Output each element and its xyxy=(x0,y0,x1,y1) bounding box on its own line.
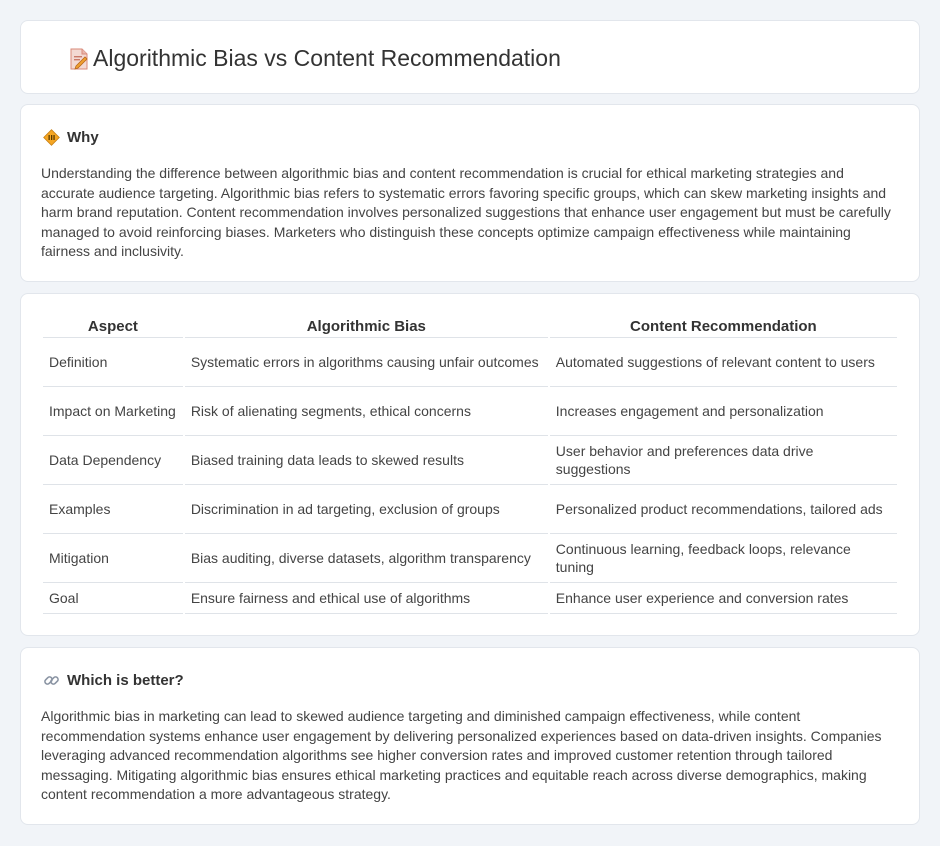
why-section xyxy=(20,104,920,282)
why-text: Understanding the difference between algorithmic bias and content recommendation is crucial for ethical marketing strategies and accurate audience targeting. Algorithmic bias refers to systematic errors favoring specific groups, which can skew marketing insights and harm brand reputation. Content recommendation involves personalized suggestions that enhance user engagement but must be carefully managed to avoid reinforcing biases. Marketers who distinguish these concepts optimize campaign effectiveness while maintaining fairness and inclusivity. xyxy=(41,165,891,260)
table-row xyxy=(43,485,897,534)
table-row xyxy=(43,436,897,485)
recommendation-cell: Increases engagement and personalization xyxy=(550,387,897,436)
bias-cell: Biased training data leads to skewed results xyxy=(185,436,548,485)
page-title: Algorithmic Bias vs Content Recommendation xyxy=(93,45,561,71)
comparison-card xyxy=(20,293,920,636)
better-title: Which is better? xyxy=(67,671,184,689)
better-heading xyxy=(43,670,184,690)
recommendation-cell: Personalized product recommendations, tailored ads xyxy=(550,485,897,534)
aspect-cell: Mitigation xyxy=(43,534,183,583)
header-algorithmic-bias: Algorithmic Bias xyxy=(185,316,548,338)
aspect-cell: Impact on Marketing xyxy=(43,387,183,436)
recommendation-cell: Automated suggestions of relevant content to users xyxy=(550,338,897,387)
document-pencil-icon xyxy=(67,47,91,71)
bias-cell: Ensure fairness and ethical use of algorithms xyxy=(185,583,548,614)
header-aspect: Aspect xyxy=(43,316,183,338)
which-is-better-section xyxy=(20,647,920,825)
table-row xyxy=(43,338,897,387)
comparison-table xyxy=(41,316,899,614)
aspect-cell: Examples xyxy=(43,485,183,534)
why-heading xyxy=(43,127,99,147)
link-icon xyxy=(43,672,60,689)
bias-cell: Discrimination in ad targeting, exclusion of groups xyxy=(185,485,548,534)
table-row xyxy=(43,387,897,436)
recommendation-cell: User behavior and preferences data drive suggestions xyxy=(550,436,897,485)
why-title: Why xyxy=(67,128,99,146)
table-row xyxy=(43,534,897,583)
table-row xyxy=(43,583,897,614)
aspect-cell: Goal xyxy=(43,583,183,614)
table-header-row xyxy=(43,316,897,338)
better-text: Algorithmic bias in marketing can lead to skewed audience targeting and diminished campaign effectiveness, while content recommendation systems enhance user engagement by delivering personalized experiences based on data-driven insights. Companies leveraging advanced recommendation algorithms see higher conversion rates and improved customer retention through tailored messaging. Mitigating algorithmic bias ensures ethical marketing practices and equitable reach across diverse demographics, making content recommendation a more advantageous strategy. xyxy=(41,708,882,803)
recommendation-cell: Continuous learning, feedback loops, relevance tuning xyxy=(550,534,897,583)
aspect-cell: Definition xyxy=(43,338,183,387)
header-card xyxy=(20,20,920,94)
header-content-recommendation: Content Recommendation xyxy=(550,316,897,338)
recommendation-cell: Enhance user experience and conversion rates xyxy=(550,583,897,614)
diamond-sign-icon xyxy=(43,129,60,146)
bias-cell: Risk of alienating segments, ethical concerns xyxy=(185,387,548,436)
aspect-cell: Data Dependency xyxy=(43,436,183,485)
bias-cell: Systematic errors in algorithms causing unfair outcomes xyxy=(185,338,548,387)
bias-cell: Bias auditing, diverse datasets, algorithm transparency xyxy=(185,534,548,583)
